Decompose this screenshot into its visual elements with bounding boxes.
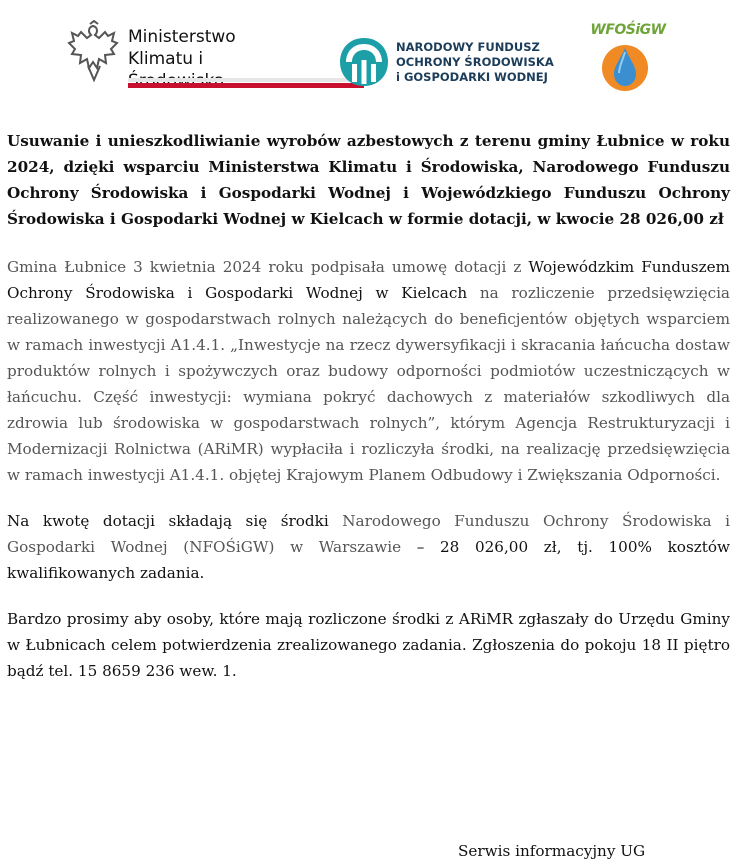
nfosigw-name-line2: OCHRONY ŚRODOWISKA [396, 55, 554, 69]
article [7, 118, 730, 704]
paragraph-funding-fund-name: Narodowego Funduszu Ochrony Środowiska i Gospodarki Wodnej (NFOŚiGW) w Warszawie [7, 512, 730, 556]
paragraph-agreement [7, 254, 730, 488]
wfosigw-logo [588, 22, 670, 98]
nfosigw-name-line3: i GOSPODARKI WODNEJ [396, 70, 548, 84]
nfosigw-name-line1: NARODOWY FUNDUSZ [396, 40, 540, 54]
paragraph-agreement-fund-name: Wojewódzkim Funduszem Ochrony Środowiska i Gospodarki Wodnej w Kielcach [7, 258, 730, 302]
nfosigw-emblem-icon [338, 36, 390, 88]
headline-lead: Usuwanie i unieszkodliwianie wyrobów azbestowych z terenu gminy Łubnice w roku 2024, [7, 132, 730, 176]
paragraph-funding-text-2: – 28 026,00 zł, tj. 100% kosztów kwalifikowanych zadania. [7, 538, 730, 582]
paragraph-agreement-text-2: na rozliczenie przedsięwzięcia realizowanego w gospodarstwach rolnych należących do beneficjentów objętych wsparciem w ramach inwestycji A1.4.1. „Inwestycje na rzecz dywersyfikacji i skracania łańcucha dostaw produktów rolnych i spożywczych oraz budowy odporności podmiotów uczestniczących w łańcuchu. Część inwestycji: wymiana pokryć dachowych z materiałów szkodliwych dla zdrowia lub środowiska w gospodarstwach rolnych”, którym Agencja Restrukturyzacji i Modernizacji Rolnictwa (ARiMR) wypłaciła i rozliczyła środki, na realizację przedsięwzięcia w ramach inwestycji A1.4.1. objętej Krajowym Planem Odbudowy i Zwiększania Odporności. [7, 284, 730, 484]
footer-signature: Serwis informacyjny UG [458, 842, 646, 860]
water-drop-icon [600, 42, 650, 92]
headline-rest: dzięki wsparciu Ministerstwa Klimatu i Środowiska, Narodowego Funduszu Ochrony Środowiska i Gospodarki Wodnej i Wojewódzkiego Funduszu Ochrony Środowiska i Gospodarki Wodnej w Kielcach w formie dotacji, w kwocie 28 026,00 zł [7, 158, 730, 228]
logo-bar [0, 0, 740, 110]
nfosigw-name [396, 40, 554, 85]
paragraph-agreement-text-1: Gmina Łubnice 3 kwietnia 2024 roku podpisała umowę dotacji z [7, 258, 529, 276]
ministry-name-line2: Klimatu i [128, 49, 204, 69]
paragraph-funding [7, 508, 730, 586]
flag-stripe [128, 78, 364, 88]
paragraph-funding-text-1: Na kwotę dotacji składają się środki [7, 512, 343, 530]
ministry-logo [66, 20, 302, 90]
wfosigw-name: WFOŚiGW [590, 22, 666, 38]
article-headline [7, 128, 730, 232]
ministry-name-line1: Ministerstwo [128, 27, 236, 47]
nfosigw-logo [338, 36, 568, 96]
paragraph-request: Bardzo prosimy aby osoby, które mają rozliczone środki z ARiMR zgłaszały do Urzędu Gminy w Łubnicach celem potwierdzenia zrealizowanego zadania. Zgłoszenia do pokoju 18 II piętro bądź tel. 15 8659 236 wew. 1. [7, 610, 730, 680]
eagle-emblem-icon [66, 20, 122, 86]
